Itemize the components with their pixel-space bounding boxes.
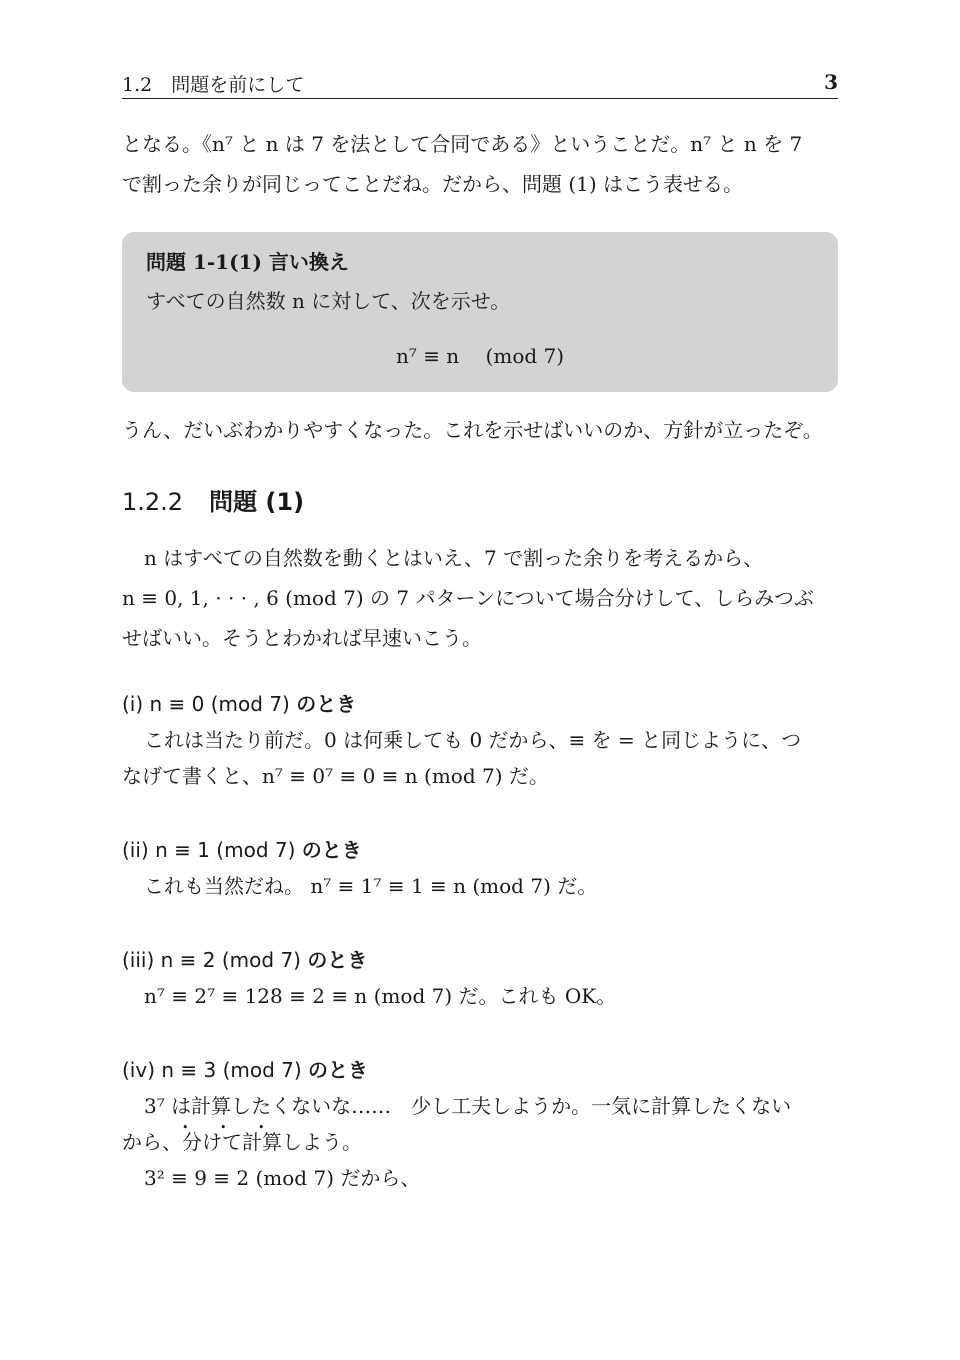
case-iii [122, 942, 616, 1014]
case-heading-suffix: のとき [296, 692, 357, 716]
problem-box-title: 問題 1-1(1) 言い換え [146, 250, 349, 274]
case-ii [122, 832, 597, 904]
case-heading: (ii) n ≡ 1 (mod 7) [122, 838, 296, 862]
case-heading: (iii) n ≡ 2 (mod 7) [122, 948, 301, 972]
case-line-suffix: 計算しよう。 [242, 1130, 362, 1154]
case-heading-suffix: のとき [307, 948, 368, 972]
intro-line: となる。《n⁷ と n は 7 を法として合同である》ということだ。n⁷ と n を 7 [122, 132, 803, 156]
case-line: 3² ≡ 9 ≡ 2 (mod 7) だから、 [144, 1166, 421, 1190]
intro-line: で割った余りが同じってことだね。だから、問題 (1) はこう表せる。 [122, 172, 744, 196]
header-section: 1.2 問題を前にして [122, 74, 305, 96]
case-iv [122, 1052, 791, 1196]
running-header [122, 70, 838, 99]
section-number: 1.2.2 [122, 488, 184, 516]
section-line: n ≡ 0, 1, · · · , 6 (mod 7) の 7 パターンについて場合分けして、しらみつぶ [122, 586, 814, 610]
intro-paragraph [122, 124, 838, 204]
after-box-paragraph: うん、だいぶわかりやすくなった。これを示せばいいのか、方針が立ったぞ。 [122, 418, 823, 442]
problem-box [122, 232, 838, 392]
emphasis-dotted-text [182, 1121, 279, 1154]
case-line: 3⁷ は計算したくないな…… 少し工夫しようか。一気に計算したくない [144, 1094, 792, 1118]
section-paragraph [122, 538, 838, 658]
case-heading: (iv) n ≡ 3 (mod 7) [122, 1058, 302, 1082]
case-line: なげて書くと、n⁷ ≡ 0⁷ ≡ 0 ≡ n (mod 7) だ。 [122, 764, 549, 788]
case-heading-suffix: のとき [301, 838, 362, 862]
section-heading [122, 482, 304, 522]
case-heading-suffix: のとき [308, 1058, 369, 1082]
page-number: 3 [824, 70, 838, 94]
problem-box-formula: n⁷ ≡ n (mod 7) [395, 344, 565, 368]
case-i [122, 686, 801, 794]
case-line-prefix: から、 [122, 1130, 182, 1154]
case-line: これは当たり前だ。0 は何乗しても 0 だから、≡ を = と同じように、つ [144, 728, 802, 752]
section-line: せばいい。そうとわかれば早速いこう。 [122, 626, 482, 650]
case-line-dotted [122, 1121, 791, 1160]
case-heading: (i) n ≡ 0 (mod 7) [122, 692, 290, 716]
case-line: これも当然だね。 n⁷ ≡ 1⁷ ≡ 1 ≡ n (mod 7) だ。 [144, 874, 598, 898]
problem-box-body: すべての自然数 n に対して、次を示せ。 [146, 289, 511, 313]
section-line: n はすべての自然数を動くとはいえ、7 で割った余りを考えるから、 [144, 546, 764, 570]
emphasis-dots: • • • [182, 1121, 279, 1134]
emphasis-text: 分けて [182, 1130, 242, 1154]
case-line: n⁷ ≡ 2⁷ ≡ 128 ≡ 2 ≡ n (mod 7) だ。これも OK。 [144, 984, 617, 1008]
section-title: 問題 (1) [209, 488, 305, 516]
